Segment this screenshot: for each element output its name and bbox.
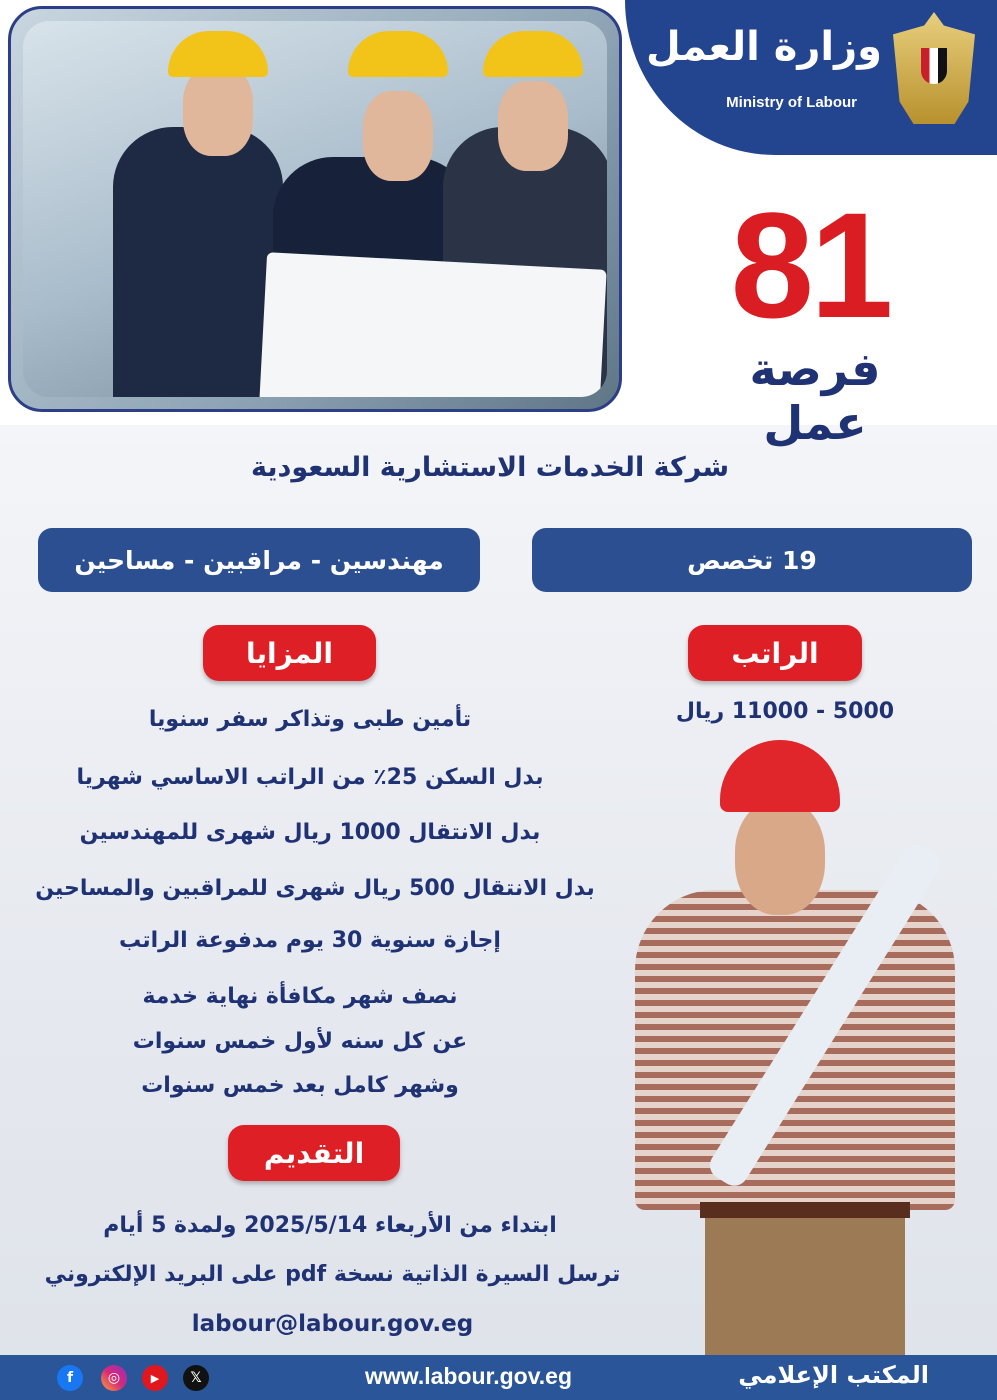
instagram-icon[interactable]: ◎ bbox=[101, 1365, 127, 1391]
company-name: شركة الخدمات الاستشارية السعودية bbox=[250, 452, 730, 483]
worker-photo bbox=[635, 740, 960, 1355]
facebook-icon[interactable]: f bbox=[57, 1365, 83, 1391]
ministry-header bbox=[625, 0, 997, 155]
roles-pill: مهندسين - مراقبين - مساحين bbox=[38, 528, 480, 592]
apply-instructions: ترسل السيرة الذاتية نسخة pdf على البريد الإلكتروني bbox=[44, 1262, 621, 1287]
benefit-item: إجازة سنوية 30 يوم مدفوعة الراتب bbox=[119, 928, 501, 953]
x-icon[interactable]: 𝕏 bbox=[183, 1365, 209, 1391]
apply-date: ابتداء من الأربعاء 2025/5/14 ولمدة 5 أيام bbox=[103, 1213, 557, 1238]
ministry-name-ar: وزارة العمل bbox=[646, 24, 882, 70]
ministry-name-en: Ministry of Labour bbox=[726, 94, 857, 111]
salary-title: الراتب bbox=[688, 625, 862, 681]
benefit-item: بدل الانتقال 500 ريال شهرى للمراقبين والمساحين bbox=[35, 876, 595, 901]
benefit-item: وشهر كامل بعد خمس سنوات bbox=[141, 1073, 459, 1098]
benefit-item: بدل السكن 25٪ من الراتب الاساسي شهريا bbox=[76, 765, 544, 790]
youtube-icon[interactable]: ▶ bbox=[142, 1365, 168, 1391]
benefit-item: عن كل سنه لأول خمس سنوات bbox=[132, 1029, 468, 1054]
benefit-item: بدل الانتقال 1000 ريال شهرى للمهندسين bbox=[79, 820, 541, 845]
salary-range: 5000 - 11000 ريال bbox=[675, 699, 895, 724]
benefit-item: نصف شهر مكافأة نهاية خدمة bbox=[142, 984, 458, 1009]
job-count-label: فرصة عمل bbox=[749, 342, 881, 450]
flag-shield-icon bbox=[921, 48, 947, 84]
benefit-item: تأمين طبى وتذاكر سفر سنويا bbox=[148, 707, 472, 732]
apply-email-link[interactable]: labour@labour.gov.eg bbox=[191, 1311, 474, 1337]
specialties-pill: 19 تخصص bbox=[532, 528, 972, 592]
website-link[interactable]: www.labour.gov.eg bbox=[365, 1363, 573, 1389]
benefits-title: المزايا bbox=[203, 625, 376, 681]
engineers-photo bbox=[8, 6, 622, 412]
media-office-label: المكتب الإعلامي bbox=[738, 1361, 929, 1389]
job-count: 81 bbox=[730, 181, 890, 349]
apply-title: التقديم bbox=[228, 1125, 400, 1181]
